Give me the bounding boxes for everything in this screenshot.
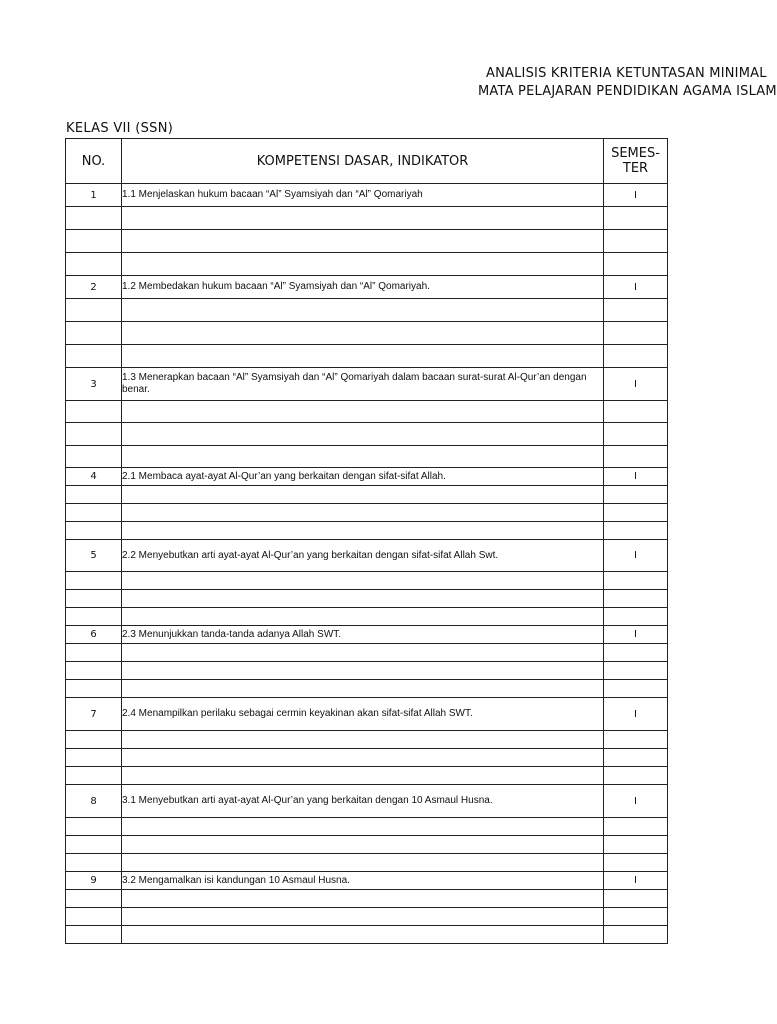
table-filler-row <box>66 926 668 944</box>
cell-semester-empty <box>604 590 668 608</box>
cell-semester-empty <box>604 207 668 230</box>
table-filler-row <box>66 253 668 276</box>
cell-no-empty <box>66 680 122 698</box>
cell-no-empty <box>66 446 122 468</box>
table-filler-row <box>66 767 668 785</box>
cell-kd-empty <box>122 731 604 749</box>
cell-semester-empty <box>604 767 668 785</box>
table-filler-row <box>66 608 668 626</box>
kkm-table <box>65 138 668 944</box>
cell-semester-empty <box>604 644 668 662</box>
cell-kd-empty <box>122 590 604 608</box>
cell-kd: 3.1 Menyebutkan arti ayat-ayat Al-Qur’an yang berkaitan dengan 10 Asmaul Husna. <box>122 785 604 818</box>
cell-semester-empty <box>604 522 668 540</box>
cell-semester-empty <box>604 662 668 680</box>
cell-no: 4 <box>66 468 122 486</box>
column-header-no: NO. <box>66 139 122 184</box>
cell-semester-empty <box>604 926 668 944</box>
table-row <box>66 540 668 572</box>
cell-no-empty <box>66 749 122 767</box>
table-row <box>66 698 668 731</box>
cell-semester-empty <box>604 731 668 749</box>
cell-no-empty <box>66 890 122 908</box>
cell-no-empty <box>66 572 122 590</box>
cell-kd: 2.2 Menyebutkan arti ayat-ayat Al-Qur’an yang berkaitan dengan sifat-sifat Allah Swt. <box>122 540 604 572</box>
cell-kd-empty <box>122 486 604 504</box>
cell-semester-empty <box>604 322 668 345</box>
cell-no-empty <box>66 662 122 680</box>
cell-kd-empty <box>122 345 604 368</box>
table-filler-row <box>66 644 668 662</box>
table-filler-row <box>66 680 668 698</box>
cell-no-empty <box>66 608 122 626</box>
table-filler-row <box>66 486 668 504</box>
cell-semester: I <box>604 468 668 486</box>
cell-kd-empty <box>122 926 604 944</box>
cell-semester-empty <box>604 253 668 276</box>
table-filler-row <box>66 345 668 368</box>
title-line-2-clip <box>0 84 777 102</box>
cell-kd: 1.2 Membedakan hukum bacaan “Al” Syamsiyah dan “Al” Qomariyah. <box>122 276 604 299</box>
cell-kd-empty <box>122 854 604 872</box>
table-header-row <box>66 139 668 184</box>
column-header-semester: SEMES- TER <box>604 139 668 184</box>
cell-no-empty <box>66 522 122 540</box>
cell-semester-empty <box>604 401 668 423</box>
cell-no-empty <box>66 767 122 785</box>
cell-semester-empty <box>604 345 668 368</box>
cell-semester-empty <box>604 890 668 908</box>
table-filler-row <box>66 854 668 872</box>
cell-no-empty <box>66 345 122 368</box>
cell-kd-empty <box>122 608 604 626</box>
cell-kd: 1.1 Menjelaskan hukum bacaan “Al” Syamsiyah dan “Al” Qomariyah <box>122 184 604 207</box>
cell-kd-empty <box>122 253 604 276</box>
cell-no: 3 <box>66 368 122 401</box>
title-line-1: ANALISIS KRITERIA KETUNTASAN MINIMAL <box>486 66 767 81</box>
cell-no-empty <box>66 854 122 872</box>
cell-no-empty <box>66 423 122 446</box>
cell-kd-empty <box>122 504 604 522</box>
cell-semester-empty <box>604 230 668 253</box>
cell-no: 2 <box>66 276 122 299</box>
cell-no-empty <box>66 401 122 423</box>
cell-semester: I <box>604 785 668 818</box>
cell-kd-empty <box>122 572 604 590</box>
cell-kd-empty <box>122 522 604 540</box>
cell-no-empty <box>66 836 122 854</box>
title-line-1-clip <box>0 66 767 84</box>
cell-semester-empty <box>604 854 668 872</box>
cell-semester: I <box>604 872 668 890</box>
cell-semester-empty <box>604 486 668 504</box>
table-row <box>66 184 668 207</box>
cell-semester: I <box>604 276 668 299</box>
cell-kd-empty <box>122 446 604 468</box>
cell-no-empty <box>66 644 122 662</box>
table-filler-row <box>66 322 668 345</box>
cell-no-empty <box>66 207 122 230</box>
class-label: KELAS VII (SSN) <box>66 121 174 136</box>
table-filler-row <box>66 446 668 468</box>
cell-kd-empty <box>122 818 604 836</box>
table-filler-row <box>66 662 668 680</box>
table-row <box>66 872 668 890</box>
cell-kd-empty <box>122 644 604 662</box>
column-header-kd: KOMPETENSI DASAR, INDIKATOR <box>122 139 604 184</box>
table-filler-row <box>66 522 668 540</box>
table-filler-row <box>66 908 668 926</box>
cell-kd: 2.1 Membaca ayat-ayat Al-Qur’an yang berkaitan dengan sifat-sifat Allah. <box>122 468 604 486</box>
table-filler-row <box>66 749 668 767</box>
cell-semester-empty <box>604 818 668 836</box>
cell-kd-empty <box>122 908 604 926</box>
cell-semester: I <box>604 698 668 731</box>
table-filler-row <box>66 890 668 908</box>
table-filler-row <box>66 590 668 608</box>
cell-kd-empty <box>122 423 604 446</box>
cell-kd: 2.4 Menampilkan perilaku sebagai cermin keyakinan akan sifat-sifat Allah SWT. <box>122 698 604 731</box>
cell-semester-empty <box>604 572 668 590</box>
cell-no: 8 <box>66 785 122 818</box>
cell-semester: I <box>604 540 668 572</box>
table-filler-row <box>66 299 668 322</box>
cell-no-empty <box>66 908 122 926</box>
cell-semester: I <box>604 184 668 207</box>
cell-semester-empty <box>604 423 668 446</box>
cell-kd: 3.2 Mengamalkan isi kandungan 10 Asmaul Husna. <box>122 872 604 890</box>
cell-semester-empty <box>604 908 668 926</box>
cell-kd-empty <box>122 662 604 680</box>
table-row <box>66 368 668 401</box>
table-filler-row <box>66 423 668 446</box>
cell-no-empty <box>66 926 122 944</box>
cell-semester-empty <box>604 836 668 854</box>
cell-kd-empty <box>122 230 604 253</box>
cell-kd-empty <box>122 299 604 322</box>
cell-no: 7 <box>66 698 122 731</box>
cell-no-empty <box>66 590 122 608</box>
cell-kd-empty <box>122 767 604 785</box>
cell-kd: 1.3 Menerapkan bacaan “Al” Syamsiyah dan “Al” Qomariyah dalam bacaan surat-surat Al-Qur’an dengan benar. <box>122 368 604 401</box>
cell-kd-empty <box>122 322 604 345</box>
cell-semester-empty <box>604 608 668 626</box>
cell-semester-empty <box>604 446 668 468</box>
cell-kd: 2.3 Menunjukkan tanda-tanda adanya Allah SWT. <box>122 626 604 644</box>
cell-kd-empty <box>122 890 604 908</box>
cell-no-empty <box>66 253 122 276</box>
cell-semester-empty <box>604 749 668 767</box>
table-row <box>66 626 668 644</box>
cell-no: 6 <box>66 626 122 644</box>
table-body <box>66 184 668 944</box>
cell-kd-empty <box>122 401 604 423</box>
cell-no-empty <box>66 322 122 345</box>
table-row <box>66 785 668 818</box>
cell-no-empty <box>66 486 122 504</box>
title-line-2: MATA PELAJARAN PENDIDIKAN AGAMA ISLAM <box>478 84 777 99</box>
cell-no-empty <box>66 230 122 253</box>
table-filler-row <box>66 836 668 854</box>
cell-kd-empty <box>122 207 604 230</box>
cell-semester-empty <box>604 504 668 522</box>
cell-no-empty <box>66 818 122 836</box>
table-filler-row <box>66 731 668 749</box>
table-filler-row <box>66 230 668 253</box>
table-filler-row <box>66 818 668 836</box>
cell-semester-empty <box>604 680 668 698</box>
cell-no: 1 <box>66 184 122 207</box>
table-filler-row <box>66 207 668 230</box>
cell-kd-empty <box>122 749 604 767</box>
cell-no-empty <box>66 731 122 749</box>
cell-kd-empty <box>122 680 604 698</box>
table-row <box>66 468 668 486</box>
cell-semester-empty <box>604 299 668 322</box>
table-filler-row <box>66 401 668 423</box>
cell-semester: I <box>604 368 668 401</box>
table-filler-row <box>66 572 668 590</box>
cell-no: 5 <box>66 540 122 572</box>
table-filler-row <box>66 504 668 522</box>
cell-semester: I <box>604 626 668 644</box>
cell-no: 9 <box>66 872 122 890</box>
cell-kd-empty <box>122 836 604 854</box>
cell-no-empty <box>66 299 122 322</box>
cell-no-empty <box>66 504 122 522</box>
table-row <box>66 276 668 299</box>
